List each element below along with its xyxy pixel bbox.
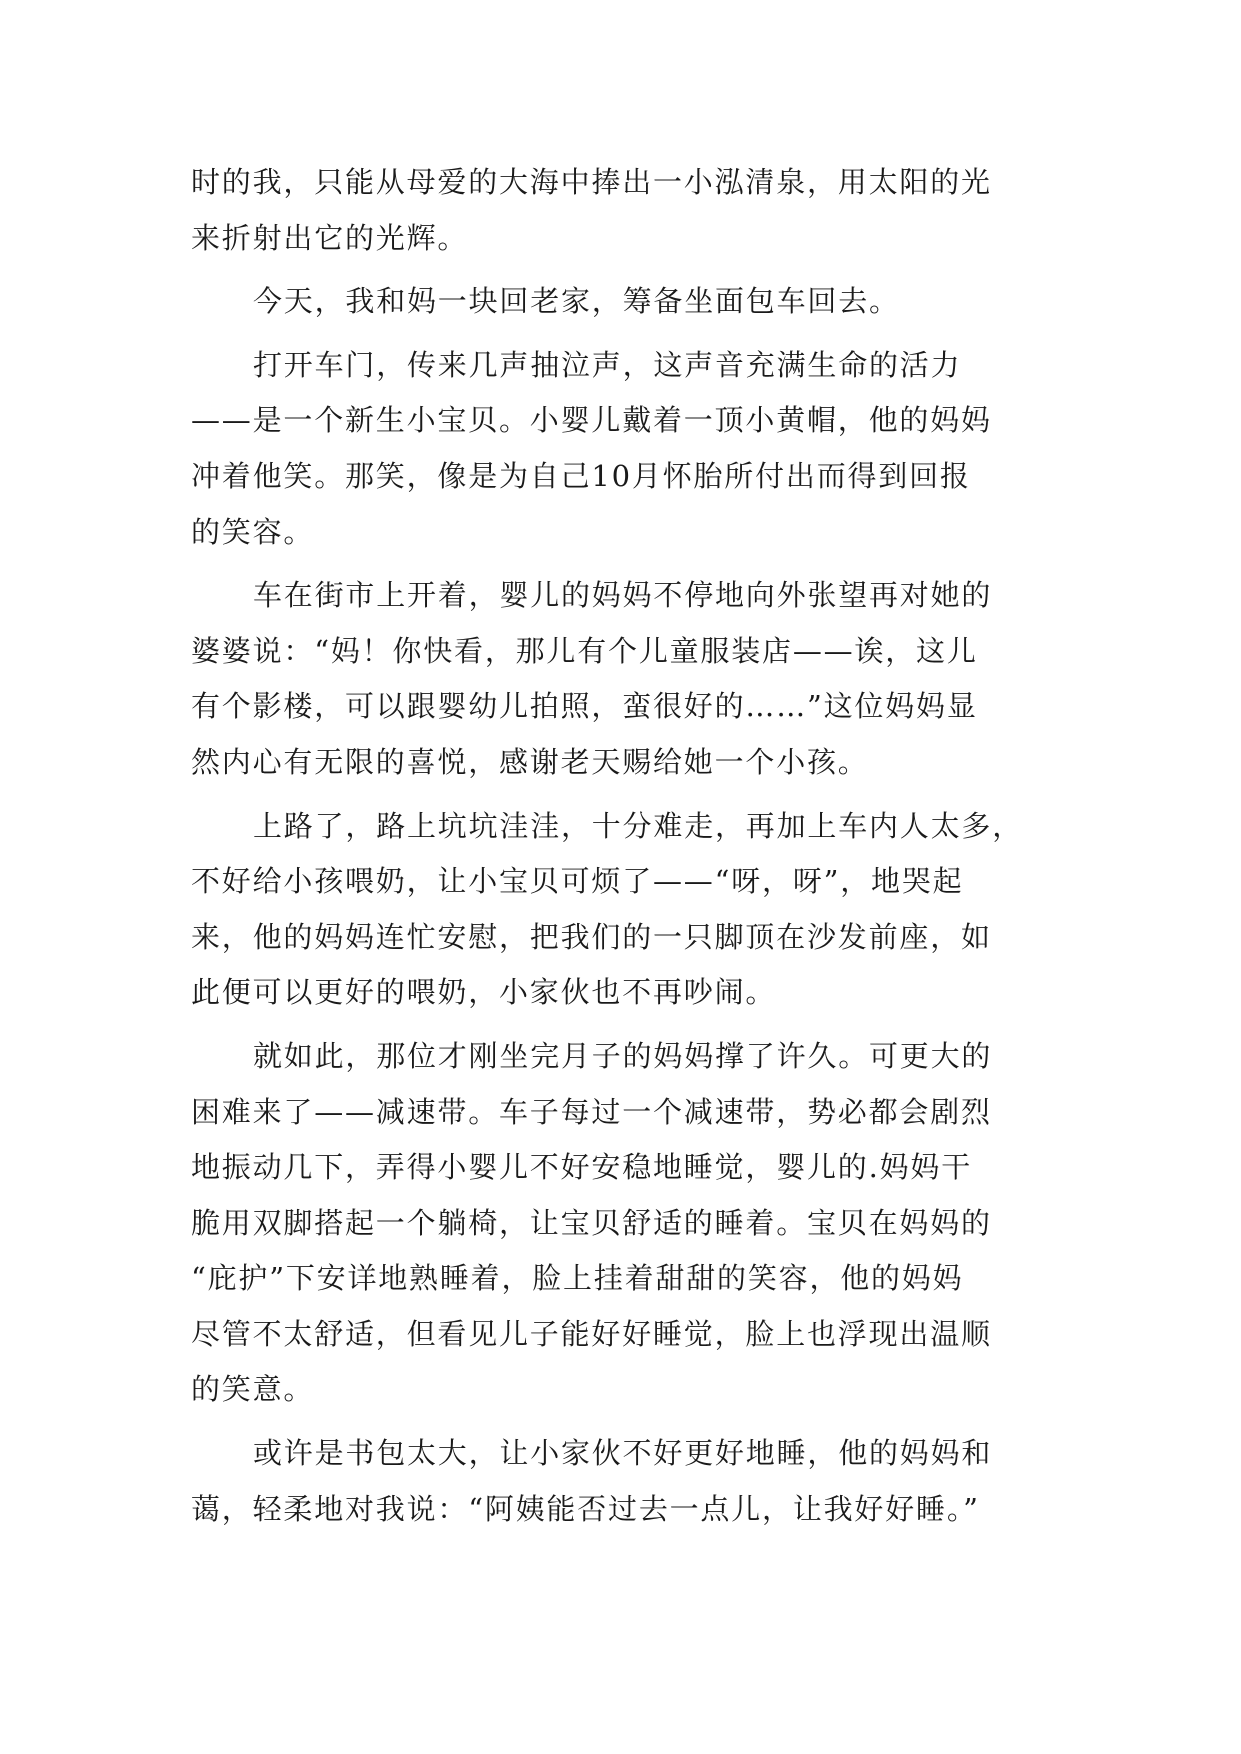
paragraph-1	[191, 155, 1051, 266]
text-line: 蔼，轻柔地对我说：“阿姨能否过去一点儿，让我好好睡。”	[191, 1491, 980, 1526]
paragraph-gap	[191, 330, 1051, 338]
paragraph-4	[191, 568, 1051, 790]
paragraph-gap	[191, 1021, 1051, 1029]
paragraph-gap	[191, 266, 1051, 274]
text-line: 来，他的妈妈连忙安慰，把我们的一只脚顶在沙发前座，如	[191, 919, 992, 954]
text-line: 来折射出它的光辉。	[191, 220, 469, 255]
essay-body	[191, 155, 1051, 1537]
paragraph-gap	[191, 791, 1051, 799]
text-line: ——是一个新生小宝贝。小婴儿戴着一顶小黄帽，他的妈妈	[191, 403, 992, 438]
paragraph-5	[191, 799, 1051, 1021]
text-line: 有个影楼，可以跟婴幼儿拍照，蛮很好的……”这位妈妈显	[191, 689, 978, 724]
paragraph-2	[191, 274, 1051, 330]
text-line: 尽管不太舒适，但看见儿子能好好睡觉，脸上也浮现出温顺	[191, 1316, 992, 1351]
text-line: 车在街市上开着，婴儿的妈妈不停地向外张望再对她的	[253, 578, 993, 613]
text-line: 然内心有无限的喜悦，感谢老天赐给她一个小孩。	[191, 744, 869, 779]
text-line: 或许是书包太大，让小家伙不好更好地睡，他的妈妈和	[253, 1436, 993, 1471]
paragraph-7	[191, 1426, 1051, 1537]
text-line: 困难来了——减速带。车子每过一个减速带，势必都会剧烈	[191, 1094, 992, 1129]
text-line: 脆用双脚搭起一个躺椅，让宝贝舒适的睡着。宝贝在妈妈的	[191, 1205, 992, 1240]
text-line: 的笑意。	[191, 1372, 315, 1407]
paragraph-gap	[191, 1418, 1051, 1426]
paragraph-6	[191, 1029, 1051, 1418]
text-line: 不好给小孩喂奶，让小宝贝可烦了——“呀，呀”，地哭起	[191, 864, 964, 899]
text-line: 时的我，只能从母爱的大海中捧出一小泓清泉，用太阳的光	[191, 165, 992, 199]
text-line: 打开车门，传来几声抽泣声，这声音充满生命的活力	[253, 347, 962, 382]
text-line: 的笑容。	[191, 514, 315, 549]
paragraph-gap	[191, 560, 1051, 568]
text-line: 今天，我和妈一块回老家，筹备坐面包车回去。	[253, 284, 900, 319]
text-line: 地振动几下，弄得小婴儿不好安稳地睡觉，婴儿的.妈妈干	[191, 1150, 973, 1185]
text-line: 婆婆说：“妈！你快看，那儿有个儿童服装店——诶，这儿	[191, 633, 978, 668]
text-line: 此便可以更好的喂奶，小家伙也不再吵闹。	[191, 975, 777, 1010]
text-line: 上路了，路上坑坑洼洼，十分难走，再加上车内人太多，	[253, 808, 1024, 843]
text-line: 冲着他笑。那笑，像是为自己10月怀胎所付出而得到回报	[191, 458, 971, 493]
text-line: “庇护”下安详地熟睡着，脸上挂着甜甜的笑容，他的妈妈	[191, 1261, 964, 1296]
text-line: 就如此，那位才刚坐完月子的妈妈撑了许久。可更大的	[253, 1038, 993, 1073]
paragraph-3	[191, 338, 1051, 560]
